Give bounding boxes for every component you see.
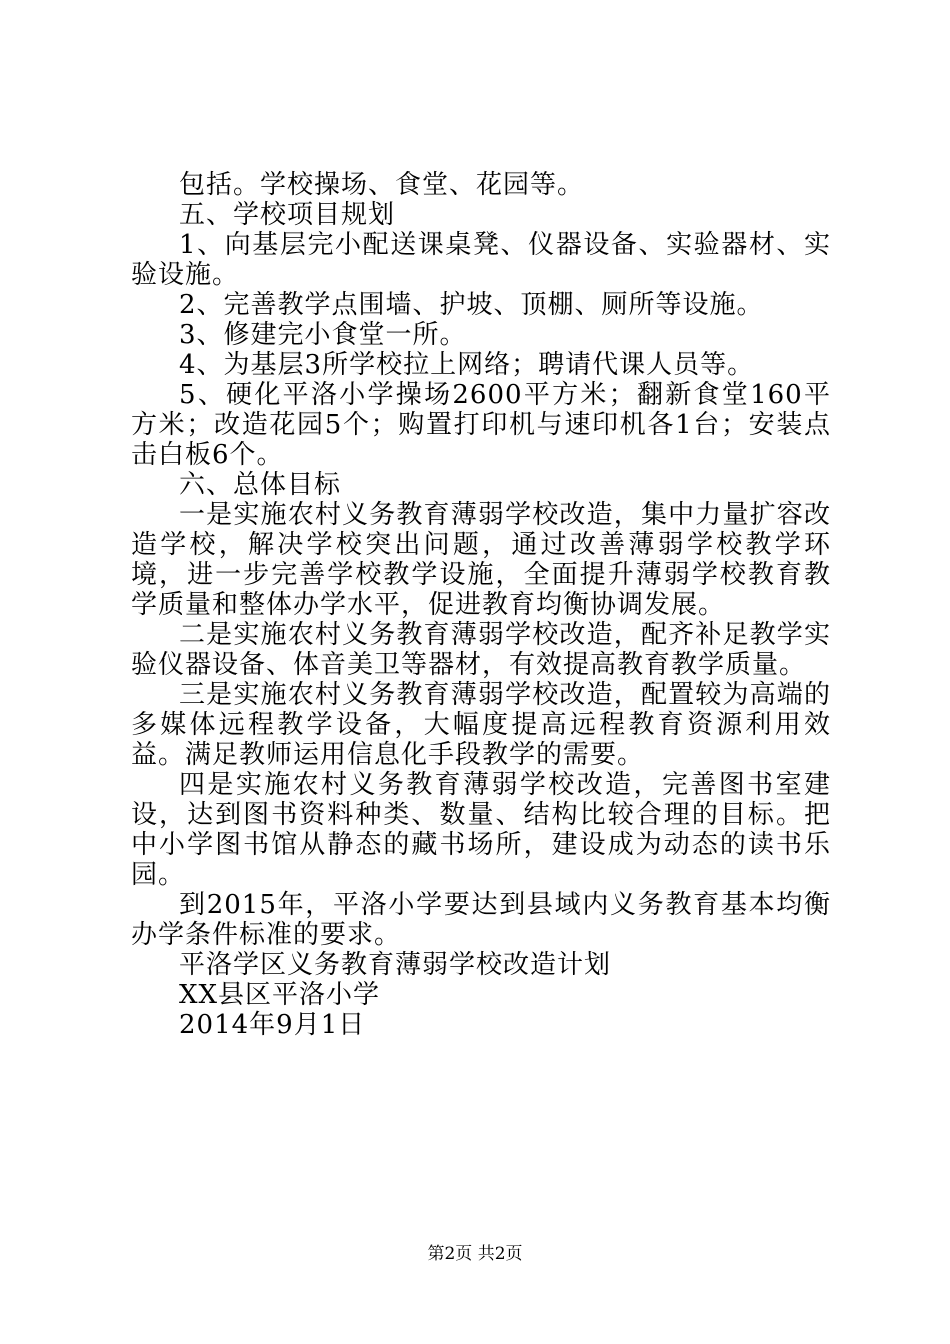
goal-paragraph-4: 四是实施农村义务教育薄弱学校改造，完善图书室建设，达到图书资料种类、数量、结构比较合理的目标。把中小学图书馆从静态的藏书场所，建设成为动态的读书乐园。 [131, 770, 831, 890]
target-2015-paragraph: 到2015年，平洛小学要达到县域内义务教育基本均衡办学条件标准的要求。 [131, 890, 831, 950]
plan-item-1: 1、向基层完小配送课桌凳、仪器设备、实验器材、实验设施。 [131, 230, 831, 290]
paragraph-intro-fragment: 包括。学校操场、食堂、花园等。 [179, 170, 585, 200]
plan-item-5: 5、硬化平洛小学操场2600平方米；翻新食堂160平方米；改造花园5个；购置打印机与速印机各1台；安装点击白板6个。 [131, 380, 831, 470]
page-footer: 第2页 共2页 [427, 1244, 523, 1264]
organization-line: XX县区平洛小学 [179, 980, 381, 1010]
section-heading-overall-goals: 六、总体目标 [179, 470, 342, 500]
goal-paragraph-1: 一是实施农村义务教育薄弱学校改造，集中力量扩容改造学校，解决学校突出问题，通过改善薄弱学校教学环境，进一步完善学校教学设施，全面提升薄弱学校教育教学质量和整体办学水平，促进教育均衡协调发展。 [131, 500, 831, 620]
section-heading-project-plan: 五、学校项目规划 [179, 200, 396, 230]
plan-item-3: 3、修建完小食堂一所。 [179, 320, 467, 350]
document-body [131, 170, 831, 1040]
date-line: 2014年9月1日 [179, 1010, 366, 1040]
plan-item-4: 4、为基层3所学校拉上网络；聘请代课人员等。 [179, 350, 755, 380]
goal-paragraph-3: 三是实施农村义务教育薄弱学校改造，配置较为高端的多媒体远程教学设备，大幅度提高远程教育资源利用效益。满足教师运用信息化手段教学的需要。 [131, 680, 831, 770]
plan-item-2: 2、完善教学点围墙、护坡、顶棚、厕所等设施。 [179, 290, 764, 320]
goal-paragraph-2: 二是实施农村义务教育薄弱学校改造，配齐补足教学实验仪器设备、体音美卫等器材，有效提高教育教学质量。 [131, 620, 831, 680]
plan-title-line: 平洛学区义务教育薄弱学校改造计划 [179, 950, 612, 980]
